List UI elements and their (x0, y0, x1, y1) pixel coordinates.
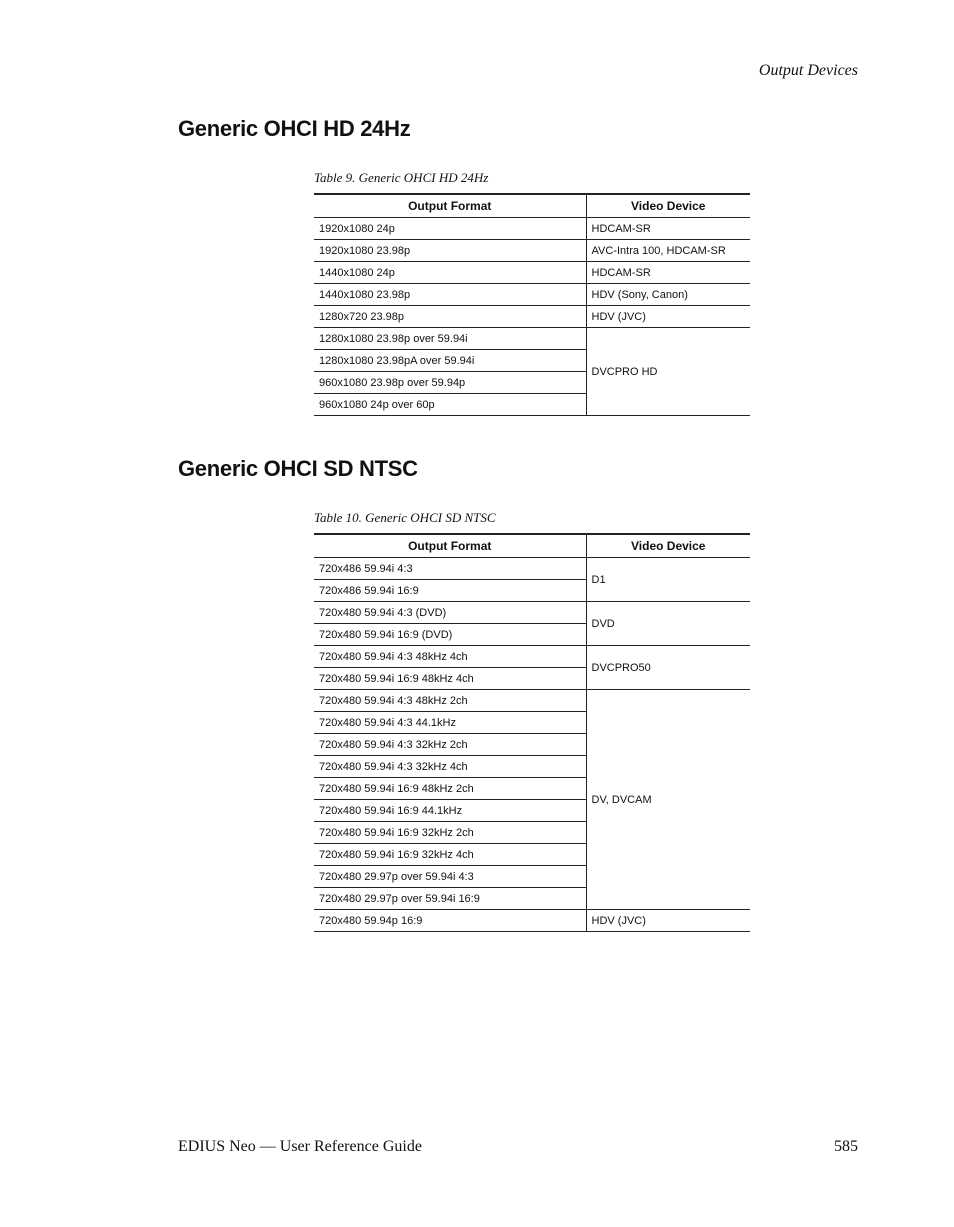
section-heading-hd-24hz: Generic OHCI HD 24Hz (178, 116, 411, 141)
output-format-cell: 960x1080 23.98p over 59.94p (314, 372, 586, 394)
table-row (314, 284, 750, 306)
output-format-cell: 1440x1080 24p (314, 262, 586, 284)
output-format-cell: 720x486 59.94i 16:9 (314, 580, 586, 602)
output-format-cell: 1280x720 23.98p (314, 306, 586, 328)
video-device-cell: DVCPRO HD (586, 328, 750, 416)
table-row (314, 646, 750, 668)
table-caption-10: Table 10. Generic OHCI SD NTSC (314, 510, 496, 525)
table-header-row (314, 194, 750, 218)
output-format-cell: 720x480 59.94i 16:9 48kHz 2ch (314, 778, 586, 800)
output-format-cell: 720x480 59.94i 16:9 32kHz 4ch (314, 844, 586, 866)
video-device-cell: HDCAM-SR (586, 218, 750, 240)
video-device-cell: HDV (Sony, Canon) (586, 284, 750, 306)
video-device-cell: HDV (JVC) (586, 910, 750, 932)
section-heading-sd-ntsc: Generic OHCI SD NTSC (178, 456, 418, 481)
output-format-cell: 720x480 59.94i 4:3 44.1kHz (314, 712, 586, 734)
output-format-cell: 720x480 59.94i 4:3 (DVD) (314, 602, 586, 624)
table-sd-ntsc (314, 533, 750, 932)
output-format-cell: 720x480 59.94i 16:9 32kHz 2ch (314, 822, 586, 844)
output-format-cell: 720x480 59.94i 16:9 44.1kHz (314, 800, 586, 822)
output-format-cell: 720x480 59.94p 16:9 (314, 910, 586, 932)
running-header: Output Devices (758, 62, 858, 79)
column-header-video-device: Video Device (586, 534, 750, 558)
output-format-cell: 960x1080 24p over 60p (314, 394, 586, 416)
output-format-cell: 720x480 59.94i 4:3 32kHz 2ch (314, 734, 586, 756)
video-device-cell: HDV (JVC) (586, 306, 750, 328)
video-device-cell: DV, DVCAM (586, 690, 750, 910)
table-row (314, 218, 750, 240)
footer-guide-title: EDIUS Neo — User Reference Guide (178, 1138, 422, 1155)
video-device-cell: HDCAM-SR (586, 262, 750, 284)
table-row (314, 910, 750, 932)
output-format-cell: 720x480 59.94i 4:3 48kHz 4ch (314, 646, 586, 668)
video-device-cell: D1 (586, 558, 750, 602)
output-format-cell: 720x480 59.94i 16:9 48kHz 4ch (314, 668, 586, 690)
table-hd-24hz (314, 193, 750, 416)
table-row (314, 690, 750, 712)
video-device-cell: AVC-Intra 100, HDCAM-SR (586, 240, 750, 262)
page-number: 585 (834, 1138, 858, 1155)
output-format-cell: 1280x1080 23.98p over 59.94i (314, 328, 586, 350)
table-row (314, 602, 750, 624)
table-row (314, 558, 750, 580)
output-format-cell: 1280x1080 23.98pA over 59.94i (314, 350, 586, 372)
output-format-cell: 1920x1080 23.98p (314, 240, 586, 262)
output-format-cell: 1920x1080 24p (314, 218, 586, 240)
table-row (314, 306, 750, 328)
table-row (314, 262, 750, 284)
output-format-cell: 1440x1080 23.98p (314, 284, 586, 306)
output-format-cell: 720x480 59.94i 4:3 32kHz 4ch (314, 756, 586, 778)
video-device-cell: DVCPRO50 (586, 646, 750, 690)
table-row (314, 240, 750, 262)
table-header-row (314, 534, 750, 558)
table-row (314, 328, 750, 350)
column-header-output-format: Output Format (314, 194, 586, 218)
video-device-cell: DVD (586, 602, 750, 646)
output-format-cell: 720x486 59.94i 4:3 (314, 558, 586, 580)
output-format-cell: 720x480 29.97p over 59.94i 4:3 (314, 866, 586, 888)
output-format-cell: 720x480 59.94i 16:9 (DVD) (314, 624, 586, 646)
output-format-cell: 720x480 59.94i 4:3 48kHz 2ch (314, 690, 586, 712)
column-header-output-format: Output Format (314, 534, 586, 558)
output-format-cell: 720x480 29.97p over 59.94i 16:9 (314, 888, 586, 910)
column-header-video-device: Video Device (586, 194, 750, 218)
table-caption-9: Table 9. Generic OHCI HD 24Hz (314, 170, 489, 185)
